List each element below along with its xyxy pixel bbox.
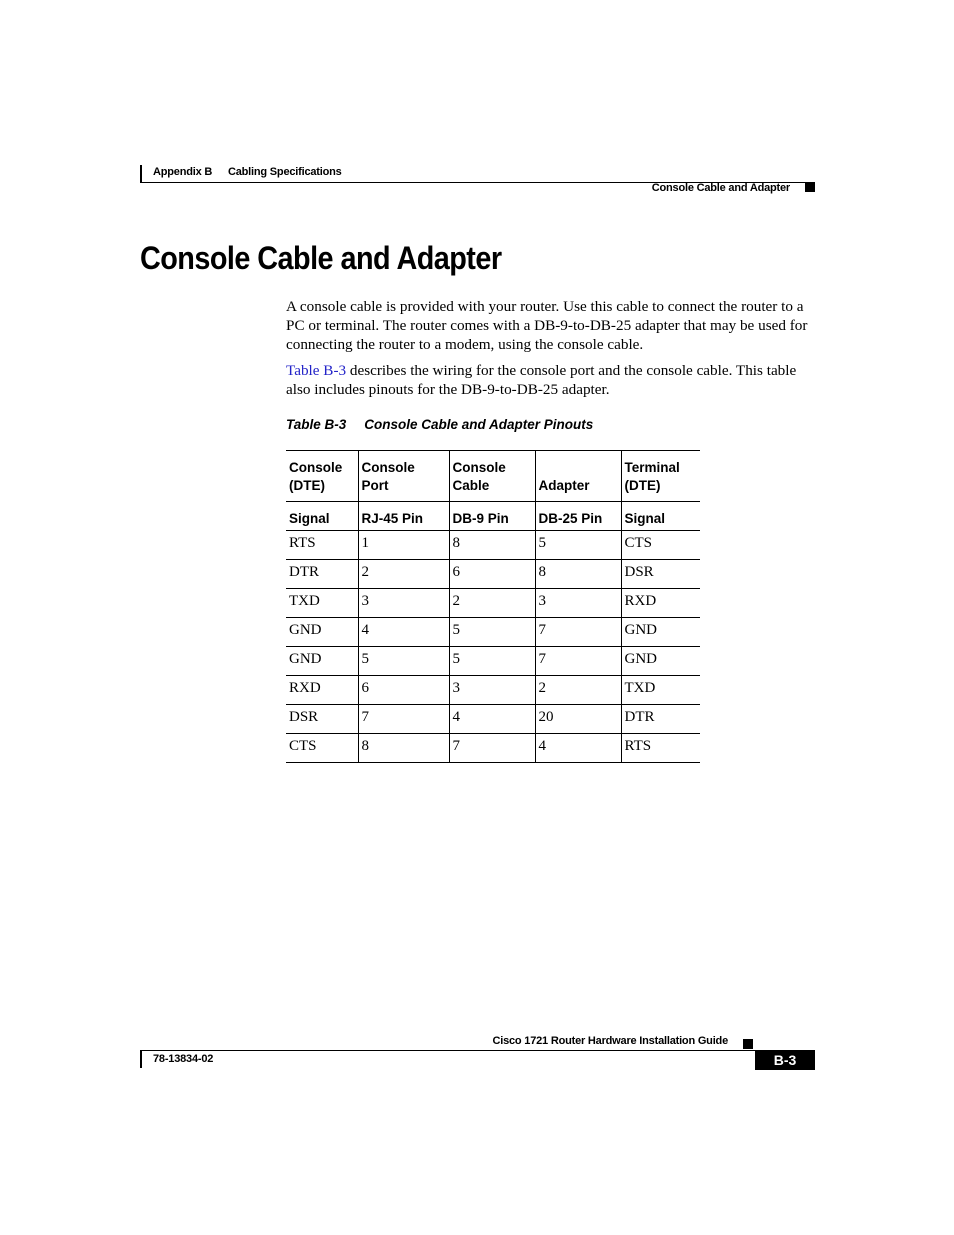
table-caption	[286, 417, 593, 432]
table-cell: CTS	[621, 531, 700, 560]
table-row	[286, 705, 700, 734]
table-cell: RTS	[621, 734, 700, 763]
subheader-db25-pin: DB-25 Pin	[535, 502, 621, 531]
table-cell: 7	[449, 734, 535, 763]
page-title: Console Cable and Adapter	[140, 240, 502, 276]
table-cell: GND	[286, 647, 358, 676]
subheader-rj45-pin: RJ-45 Pin	[358, 502, 449, 531]
table-cell: 20	[535, 705, 621, 734]
table-reference-text: describes the wiring for the console port and the console cable. This table also includes pinouts for the DB-9-to-DB-25 adapter.	[286, 362, 797, 398]
table-cell: TXD	[286, 589, 358, 618]
table-subheader-row	[286, 502, 700, 531]
header-chapter: Cabling Specifications	[228, 166, 342, 178]
column-header-console-dte: Console (DTE)	[286, 451, 358, 502]
table-cell: RXD	[621, 589, 700, 618]
table-row	[286, 560, 700, 589]
table-cell: 8	[535, 560, 621, 589]
table-row	[286, 531, 700, 560]
header-square-marker	[805, 182, 815, 192]
table-cell: DSR	[621, 560, 700, 589]
table-cell: RTS	[286, 531, 358, 560]
table-cell: 4	[535, 734, 621, 763]
table-cell: DTR	[286, 560, 358, 589]
footer-rule-marker	[140, 1050, 142, 1068]
table-cell: 6	[449, 560, 535, 589]
table-caption-title: Console Cable and Adapter Pinouts	[364, 417, 594, 432]
footer-rule	[140, 1050, 814, 1051]
table-cell: DSR	[286, 705, 358, 734]
table-row	[286, 618, 700, 647]
table-cell: 2	[449, 589, 535, 618]
column-header-adapter: Adapter	[535, 451, 621, 502]
table-cell: 5	[449, 647, 535, 676]
table-cell: RXD	[286, 676, 358, 705]
table-cell: 3	[449, 676, 535, 705]
subheader-terminal-signal: Signal	[621, 502, 700, 531]
table-cell: 6	[358, 676, 449, 705]
pinout-table	[286, 450, 700, 763]
footer-doc-number: 78-13834-02	[153, 1053, 214, 1065]
table-cell: 2	[535, 676, 621, 705]
column-header-terminal-dte: Terminal (DTE)	[621, 451, 700, 502]
footer-square-marker	[743, 1039, 753, 1049]
column-header-console-cable: Console Cable	[449, 451, 535, 502]
table-cell: GND	[621, 647, 700, 676]
table-cell: 4	[449, 705, 535, 734]
header-rule-marker	[140, 165, 142, 183]
table-cell: 8	[358, 734, 449, 763]
table-cell: CTS	[286, 734, 358, 763]
table-cell: 5	[358, 647, 449, 676]
footer-page-number: B-3	[755, 1050, 815, 1070]
table-cell: 3	[358, 589, 449, 618]
footer-guide-title: Cisco 1721 Router Hardware Installation Guide	[492, 1035, 728, 1047]
table-cell: DTR	[621, 705, 700, 734]
table-b3-link[interactable]: Table B-3	[286, 362, 347, 379]
table-cell: 3	[535, 589, 621, 618]
column-header-console-port: Console Port	[358, 451, 449, 502]
subheader-db9-pin: DB-9 Pin	[449, 502, 535, 531]
table-cell: 5	[449, 618, 535, 647]
intro-paragraph: A console cable is provided with your router. Use this cable to connect the router to a PC or terminal. The router comes with a DB-9-to-DB-25 adapter that may be used for connecting the router to a modem, using the console cable.	[286, 298, 808, 353]
table-cell: 5	[535, 531, 621, 560]
table-cell: 7	[535, 618, 621, 647]
table-cell: 7	[358, 705, 449, 734]
table-cell: 4	[358, 618, 449, 647]
table-cell: GND	[286, 618, 358, 647]
table-cell: GND	[621, 618, 700, 647]
table-cell: TXD	[621, 676, 700, 705]
table-cell: 7	[535, 647, 621, 676]
table-row	[286, 734, 700, 763]
table-cell: 2	[358, 560, 449, 589]
table-row	[286, 647, 700, 676]
table-caption-label: Table B-3	[286, 417, 347, 432]
table-reference-paragraph	[286, 361, 816, 399]
table-row	[286, 589, 700, 618]
table-header-row	[286, 451, 700, 502]
header-section: Console Cable and Adapter	[651, 182, 790, 194]
table-cell: 1	[358, 531, 449, 560]
header-appendix: Appendix B	[153, 166, 213, 178]
table-row	[286, 676, 700, 705]
subheader-signal: Signal	[286, 502, 358, 531]
table-cell: 8	[449, 531, 535, 560]
